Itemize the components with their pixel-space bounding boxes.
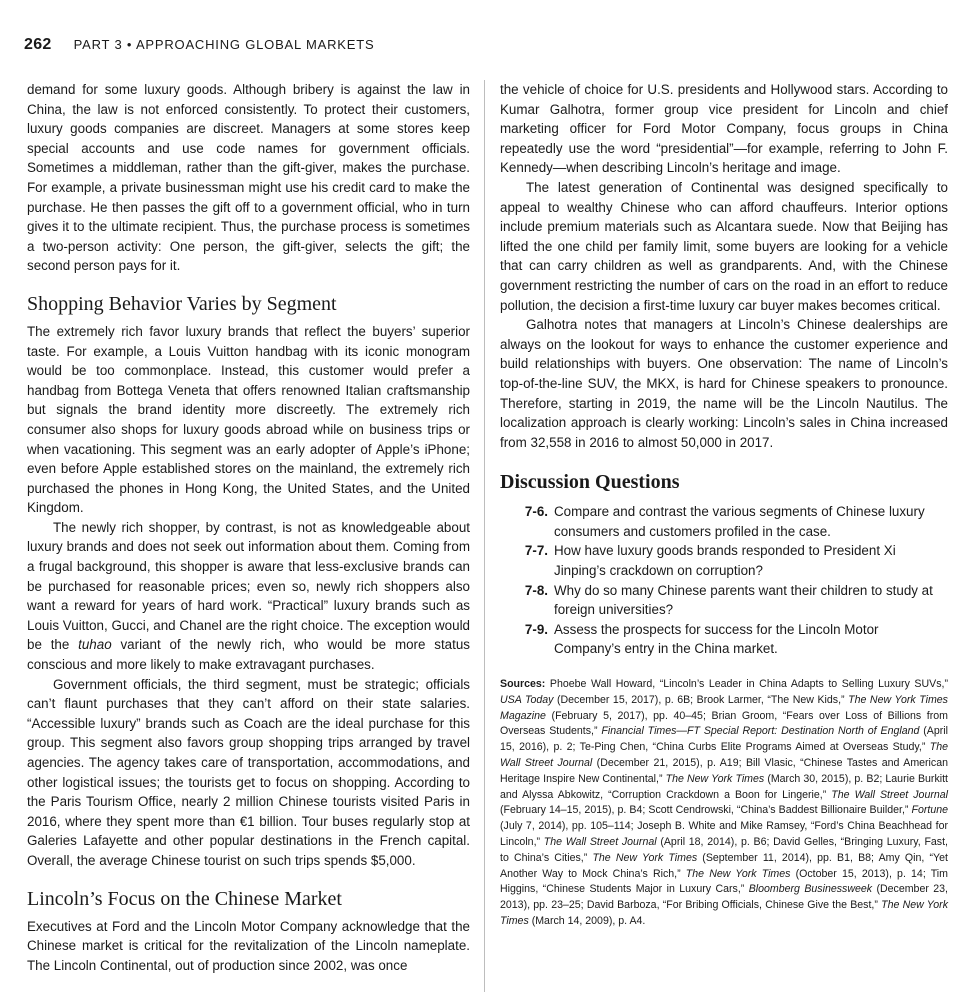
left-column [27, 80, 470, 975]
source-publication: Financial Times—FT Special Report: Destination North of England [601, 725, 920, 738]
source-publication: Bloomberg Businessweek [748, 883, 873, 896]
column-divider [484, 80, 485, 992]
source-publication: The New York Times [592, 851, 698, 864]
lincoln-paragraph-1: Executives at Ford and the Lincoln Motor Company acknowledge that the Chinese market is critical for the revitalization of the Lincoln nameplate. The Lincoln Continental, out of production since 2002, was once [27, 918, 470, 973]
source-text: (March 30, 2015), p. B2; Laurie Burkitt and Alyssa Abkowitz, “Corruption Crackdown a Boon for Lingerie,” [500, 772, 948, 801]
question-number: 7-9. [524, 621, 548, 637]
discussion-question-list [500, 502, 948, 659]
sources-label: Sources: [500, 678, 546, 691]
question-text: Why do so many Chinese parents want their children to study at foreign universities? [554, 582, 933, 618]
question-number: 7-7. [524, 543, 548, 559]
shopping-paragraph-3: Government officials, the third segment, must be strategic; officials can’t flaunt purchases that they can’t afford on their state salaries. “Accessible luxury” brands such as Coach are the ideal purchase for this group. This segment also favors group shopping trips arranged by travel agencies. The agency takes care of transportation, accommodations, and other logistical issues; the tourists get to focus on shopping. According to the Paris Tourism Office, nearly 2 million Chinese tourists visited Paris in 2016, where they spent more than €1 billion. Tour buses regularly stop at Galeries Lafayette and other popular destinations in the French capital. Overall, the average Chinese tourist on such trips spends $5,000. [27, 676, 470, 868]
page-number: 262 [24, 36, 52, 53]
sources-text [500, 678, 948, 927]
question-text: How have luxury goods brands responded to President Xi Jinping’s crackdown on corruption? [554, 543, 896, 579]
section-heading-lincoln: Lincoln’s Focus on the Chinese Market [27, 887, 342, 910]
source-publication: The New York Times [665, 772, 765, 785]
discussion-question [500, 502, 948, 541]
discussion-question [500, 620, 948, 659]
section-heading-shopping: Shopping Behavior Varies by Segment [27, 292, 337, 315]
question-text: Compare and contrast the various segments of Chinese luxury consumers and customers profiled in the case. [554, 504, 925, 539]
source-text: (October 15, 2013), p. 14; Tim Higgins, “Chinese Students Major in Luxury Cars,” [500, 867, 948, 896]
discussion-question [500, 541, 948, 580]
continuation-paragraph: the vehicle of choice for U.S. presidents and Hollywood stars. According to Kumar Galhotra, former group vice president for Lincoln and chief marketing officer for Ford Motor Company, focus groups in China repeatedly use the word “presidential”—for example, referring to John F. Kennedy—when describing Lincoln’s heritage and image. [500, 82, 948, 176]
source-text: (April 15, 2016), p. 2; Te-Ping Chen, “China Curbs Elite Programs Aimed at Overseas Study,” [500, 725, 948, 754]
source-publication: The Wall Street Journal [831, 788, 949, 801]
right-column [500, 80, 948, 930]
shopping-paragraph-1: The extremely rich favor luxury brands that reflect the buyers’ superior taste. For example, a Louis Vuitton handbag with its iconic monogram would be too commonplace. Instead, this customer would prefer a handbag from Bottega Veneta that offers renowned Italian craftsmanship but signals the brand identity more discreetly. The extremely rich consumer also shops for luxury goods abroad while on business trips or when vacationing. This segment was an early adopter of Apple’s iPhone; even before Apple established stores on the mainland, the extremely rich purchased the phones in Hong Kong, the United States, and the United Kingdom. [27, 323, 470, 516]
continental-paragraph: The latest generation of Continental was designed specifically to appeal to wealthy Chinese who can afford chauffeurs. Interior options include premium materials such as Alcantara suede. Now that Beijing has lifted the one child per family limit, some buyers are looking for a vehicle that can carry children as well as grandparents. And, with the Chinese government restricting the number of cars on the road in an effort to reduce pollution, the decision a first-time luxury car buyer makes becomes critical. [500, 179, 948, 313]
discussion-questions-heading: Discussion Questions [500, 471, 680, 494]
question-number: 7-8. [524, 582, 548, 598]
source-publication: USA Today [500, 693, 554, 706]
intro-paragraph: demand for some luxury goods. Although bribery is against the law in China, the law is not enforced consistently. To protect their customers, luxury goods companies are discreet. Managers at some stores keep special accounts and use code names for government officials. Sometimes a middleman, rather than the gift-giver, makes the purchase. For example, a private businessman might use his credit card to make the purchase. He then passes the gift off to a government official, who in turn gives it to the ultimate recipient. Thus, the purchase process is sometimes a two-person activity: One person, the gift-giver, selects the gift; the second person pays for it. [27, 82, 470, 274]
source-publication: The Wall Street Journal [543, 836, 657, 848]
source-text: (April 18, 2014), p. B6; David Gelles, “Bringing Luxury, Fast, to China’s Cities,” [500, 836, 948, 864]
source-publication: The Wall Street Journal [500, 741, 948, 770]
source-text: (December 23, 2013), pp. 23–25; David Barboza, “For Bribing Officials, Chinese Give the Best,” [500, 883, 948, 912]
source-text: (February 5, 2017), pp. 40–45; Brian Groom, “Fears over Loss of Billions from Overseas Students,” [500, 709, 948, 738]
question-text: Assess the prospects for success for the Lincoln Motor Company’s entry in the China market. [554, 621, 879, 657]
source-text: (December 15, 2017), p. 6B; Brook Larmer, “The New Kids,” [553, 693, 849, 706]
discussion-question [500, 581, 948, 620]
source-text: (February 14–15, 2015), p. B4; Scott Cendrowski, “China’s Baddest Billionaire Builder,” [500, 804, 912, 817]
source-publication: Fortune [911, 804, 948, 817]
page-header [24, 36, 374, 54]
source-text: (September 11, 2014), pp. B1, B8; Amy Qin, “Yet Another Way to Mock China’s Rich,” [500, 851, 948, 880]
source-publication: The New York Times Magazine [500, 693, 948, 722]
source-publication: The New York Times [685, 867, 791, 880]
sources-note [500, 677, 948, 930]
source-text: (December 21, 2015), p. A19; Bill Vlasic, “Chinese Tastes and American Heritage Inspire New Continental,” [500, 757, 948, 785]
source-text: (July 7, 2014), pp. 105–114; Joseph B. White and Mike Ramsey, “Ford’s China Beachhead for Lincoln,” [500, 820, 948, 848]
source-text: (March 14, 2009), p. A4. [528, 914, 646, 927]
source-publication: The New York Times [500, 899, 948, 927]
question-number: 7-6. [524, 504, 548, 520]
shopping-paragraph-2: The newly rich shopper, by contrast, is not as knowledgeable about luxury brands and does not seek out information about them. Coming from a frugal background, this shopper is aware that less-exclusive brands can be purchased for reasonable prices; even so, newly rich shoppers also want a reward for years of hard work. “Practical” luxury brands such as Louis Vuitton, Gucci, and Chanel are the right choice. The exception would be the tuhao variant of the newly rich, who would be more status conscious and more likely to make extravagant purchases. [27, 519, 470, 673]
galhotra-paragraph: Galhotra notes that managers at Lincoln’s Chinese dealerships are always on the lookout for ways to enhance the customer experience and build relationships with buyers. One observation: The name of Lincoln’s top-of-the-line SUV, the MKX, is hard for Chinese speakers to pronounce. Therefore, starting in 2019, the name will be the Lincoln Nautilus. The localization approach is clearly working: Lincoln’s sales in China increased from 32,558 in 2016 to almost 50,000 in 2017. [500, 317, 948, 450]
source-text: Phoebe Wall Howard, “Lincoln’s Leader in China Adapts to Selling Luxury SUVs,” [545, 678, 948, 691]
running-head: PART 3 • APPROACHING GLOBAL MARKETS [73, 37, 375, 52]
tuhao-term: tuhao [78, 637, 112, 653]
